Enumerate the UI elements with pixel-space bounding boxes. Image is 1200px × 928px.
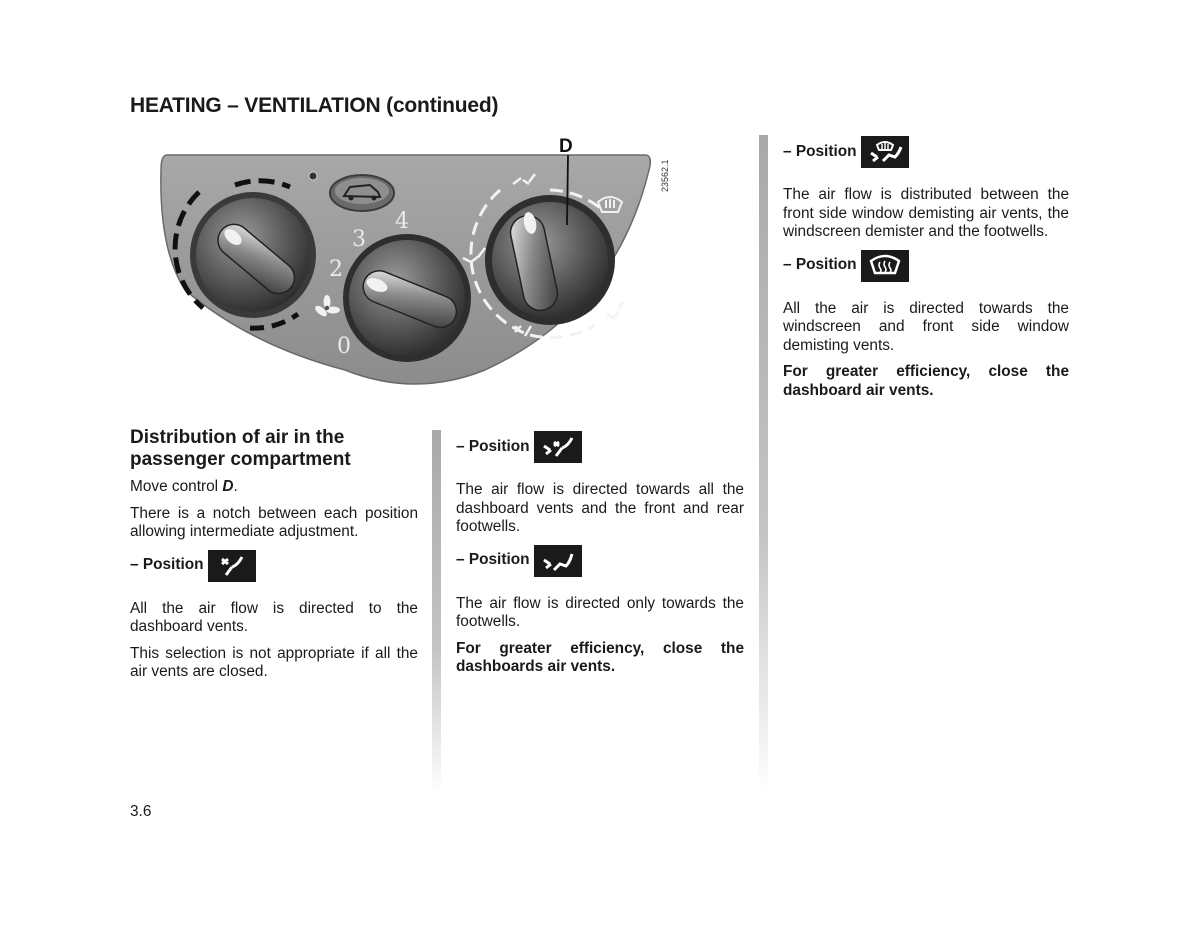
position-dashboard-footwell bbox=[456, 431, 744, 463]
efficiency-note: For greater efficiency, close the dashboard air vents. bbox=[783, 363, 1069, 399]
position-dashboard bbox=[130, 550, 418, 582]
fan-speed-label-3: 3 bbox=[352, 227, 366, 252]
right-column bbox=[783, 132, 1069, 408]
middle-column bbox=[456, 427, 744, 685]
fan-speed-label-0: 0 bbox=[337, 334, 351, 359]
left-column bbox=[130, 427, 418, 690]
dashboard-vents-icon bbox=[208, 550, 256, 582]
section-heading: Distribution of air in the passenger compartment bbox=[130, 427, 351, 470]
heating-control-panel-figure bbox=[155, 130, 675, 395]
figure-reference-number: 23562.1 bbox=[660, 159, 670, 192]
temperature-knob bbox=[190, 192, 316, 318]
control-reference: D bbox=[222, 478, 234, 495]
dashboard-position-note: This selection is not appropriate if all the air vents are closed. bbox=[130, 644, 418, 680]
dashboard-and-footwell-icon bbox=[534, 431, 582, 463]
demist-and-footwell-icon bbox=[861, 136, 909, 168]
position-label: – Position bbox=[456, 437, 530, 455]
footwell-text: The air flow is directed only towards the footwells. bbox=[456, 594, 744, 630]
footwell-icon bbox=[534, 545, 582, 577]
position-label: – Position bbox=[783, 256, 857, 274]
air-distribution-knob bbox=[485, 195, 615, 325]
position-demist-footwell bbox=[783, 136, 1069, 168]
position-label: – Position bbox=[130, 556, 204, 574]
move-control-text: Move control D. bbox=[130, 478, 238, 495]
fan-speed-knob bbox=[343, 234, 471, 362]
column-divider bbox=[759, 135, 768, 795]
windscreen-text: All the air is directed towards the windscreen and front side window demisting vents. bbox=[783, 299, 1069, 354]
callout-line bbox=[567, 155, 568, 225]
demist-footwell-text: The air flow is distributed between the front side window demisting air vents, the windscreen demister and the footwells. bbox=[783, 186, 1069, 240]
windscreen-demist-icon bbox=[861, 250, 909, 282]
recirculation-button bbox=[330, 175, 394, 211]
dashboard-position-text: All the air flow is directed to the dashboard vents. bbox=[130, 599, 418, 635]
position-windscreen bbox=[783, 250, 1069, 282]
indicator-light bbox=[309, 172, 317, 180]
column-divider bbox=[432, 430, 441, 795]
position-label: – Position bbox=[783, 142, 857, 160]
dashboard-footwell-small-icon bbox=[607, 302, 623, 318]
position-label: – Position bbox=[456, 551, 530, 569]
notch-text: There is a notch between each position allowing intermediate adjustment. bbox=[130, 504, 418, 540]
position-footwell bbox=[456, 545, 744, 577]
fan-speed-label-4: 4 bbox=[395, 209, 409, 234]
page-number: 3.6 bbox=[130, 803, 152, 820]
fan-speed-label-2: 2 bbox=[329, 257, 343, 282]
dashboard-footwell-text: The air flow is directed towards all the dashboard vents and the front and rear footwells. bbox=[456, 481, 744, 535]
callout-label: D bbox=[559, 136, 573, 157]
page-title: HEATING – VENTILATION (continued) bbox=[130, 94, 499, 117]
efficiency-note: For greater efficiency, close the dashboards air vents. bbox=[456, 639, 744, 675]
